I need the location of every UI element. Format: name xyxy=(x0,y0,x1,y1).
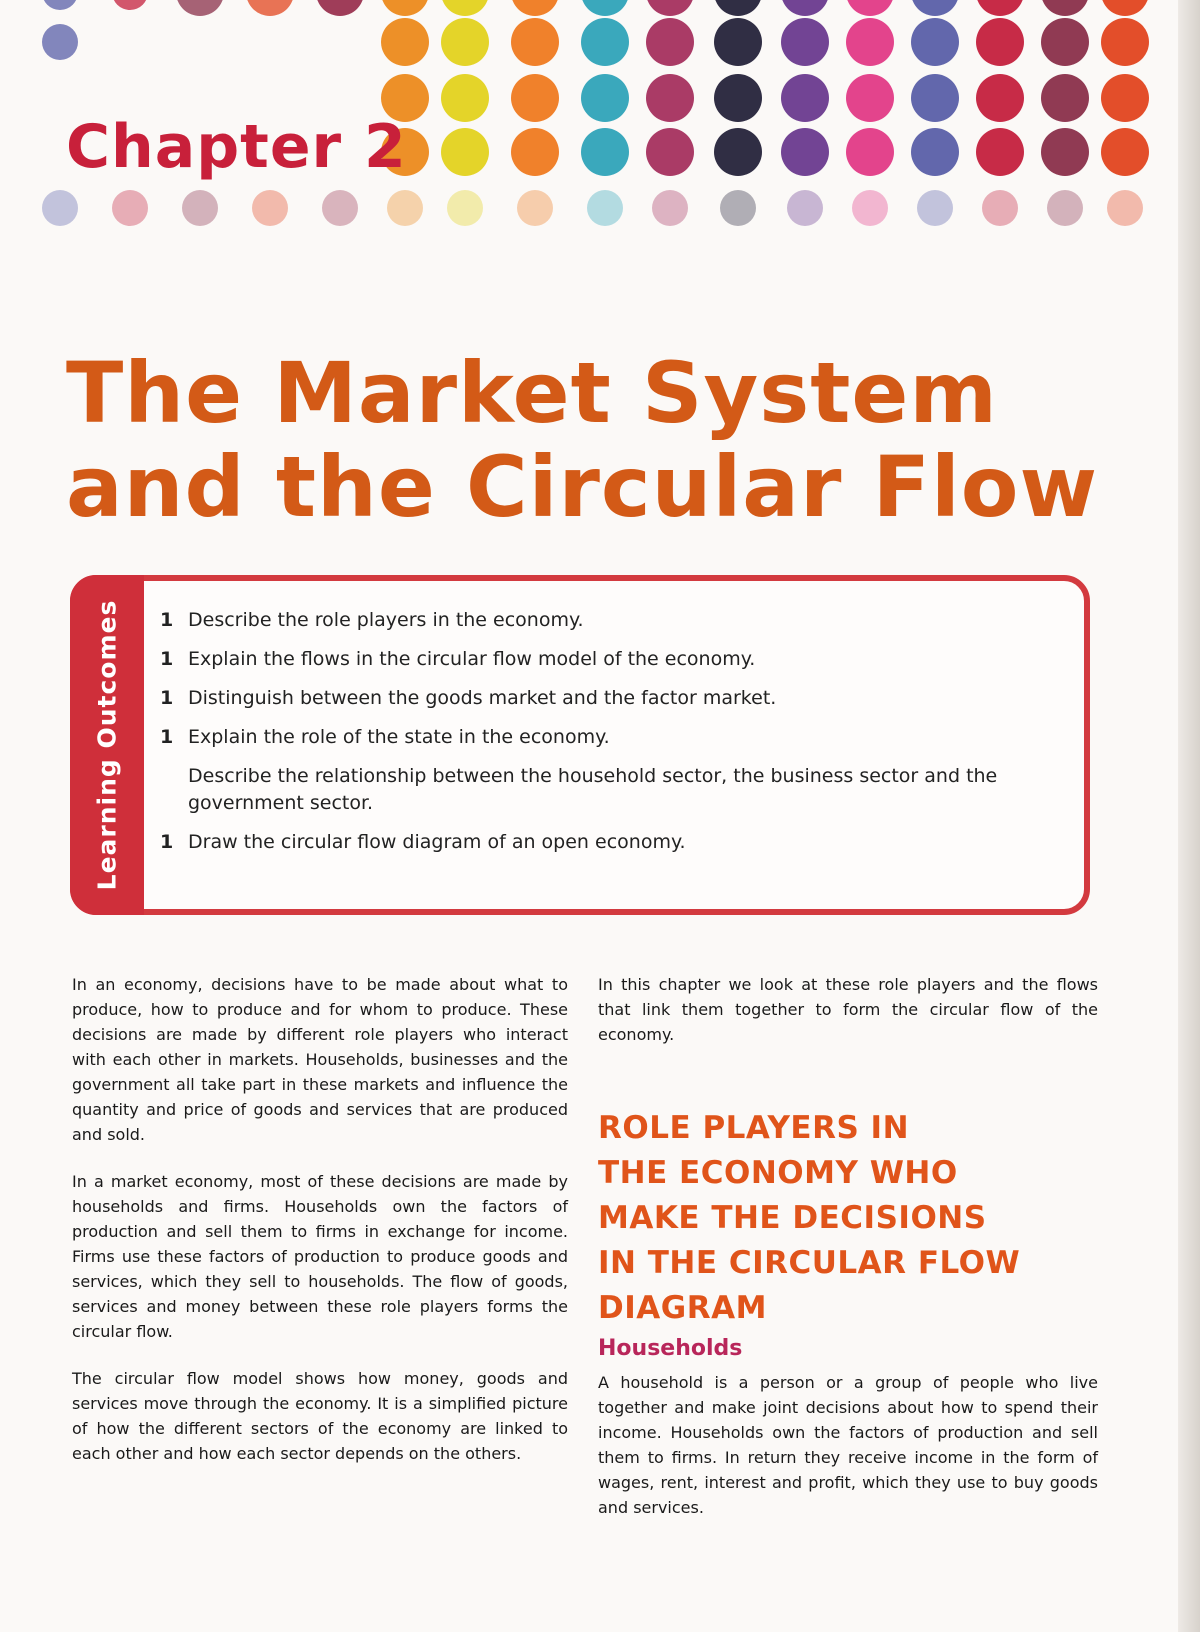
outcome-text: Describe the relationship between the household sector, the business sector and the government sector. xyxy=(188,765,998,814)
banner-dot xyxy=(646,18,694,66)
banner-dot xyxy=(846,74,894,122)
learning-outcome-item xyxy=(160,685,1080,712)
body-paragraph: The circular flow model shows how money, goods and services move through the economy. It is a simplified picture of how the different sectors of the economy are linked to each other and how each sector depends on the others. xyxy=(72,1369,568,1463)
banner-dot xyxy=(917,190,953,226)
banner-dot xyxy=(646,128,694,176)
banner-dot xyxy=(511,18,559,66)
banner-dot xyxy=(720,190,756,226)
body-column-left xyxy=(72,972,568,1488)
outcome-number: 1 xyxy=(160,687,174,709)
body-paragraph: In a market economy, most of these decisions are made by households and firms. Households own the factors of production and sell them to firms in exchange for income. Firms use these factors of production to produce goods and services, which they sell to households. The flow of goods, services and money between these role players forms the circular flow. xyxy=(72,1172,568,1341)
banner-dot xyxy=(581,128,629,176)
banner-dot xyxy=(911,128,959,176)
banner-dot xyxy=(587,190,623,226)
learning-outcome-item xyxy=(160,607,1080,634)
outcome-number: 1 xyxy=(160,609,174,631)
banner-dot xyxy=(441,0,489,16)
section-heading-line: IN THE CIRCULAR FLOW xyxy=(598,1245,1021,1281)
banner-dot xyxy=(1041,0,1089,16)
learning-outcome-item xyxy=(160,646,1080,673)
section-heading-line: MAKE THE DECISIONS xyxy=(598,1200,987,1236)
banner-dot xyxy=(441,128,489,176)
section-heading-line: ROLE PLAYERS IN xyxy=(598,1110,910,1146)
outcome-text: Explain the flows in the circular flow model of the economy. xyxy=(188,648,756,670)
banner-dot xyxy=(441,18,489,66)
banner-dot xyxy=(781,18,829,66)
banner-dot xyxy=(976,128,1024,176)
banner-dot xyxy=(1041,18,1089,66)
banner-dot xyxy=(781,0,829,16)
banner-dot xyxy=(911,18,959,66)
body-column-right-continued xyxy=(598,1370,1098,1542)
learning-outcome-item xyxy=(160,724,1080,751)
banner-dot xyxy=(322,190,358,226)
chapter-title-line-1: The Market System xyxy=(66,344,998,442)
banner-dot xyxy=(846,18,894,66)
banner-dot xyxy=(381,0,429,16)
banner-dot xyxy=(652,190,688,226)
learning-outcomes-box xyxy=(70,575,1090,915)
banner-dot xyxy=(387,190,423,226)
banner-dot xyxy=(976,0,1024,16)
banner-dot xyxy=(1047,190,1083,226)
banner-dot xyxy=(176,0,224,16)
banner-dot xyxy=(982,190,1018,226)
banner-dot xyxy=(1041,74,1089,122)
sub-heading: Households xyxy=(598,1336,743,1361)
banner-dot xyxy=(1101,74,1149,122)
banner-dot xyxy=(714,74,762,122)
banner-dot xyxy=(182,190,218,226)
banner-dot xyxy=(976,18,1024,66)
body-paragraph: In this chapter we look at these role players and the flows that link them together to form the circular flow of the economy. xyxy=(598,975,1098,1044)
banner-dot xyxy=(581,18,629,66)
banner-dot xyxy=(381,18,429,66)
banner-dot xyxy=(846,0,894,16)
banner-dot xyxy=(246,0,294,16)
section-heading-line: THE ECONOMY WHO xyxy=(598,1155,958,1191)
outcome-text: Draw the circular flow diagram of an open economy. xyxy=(188,831,686,853)
banner-dot xyxy=(787,190,823,226)
banner-dot xyxy=(511,128,559,176)
chapter-label: Chapter 2 xyxy=(66,112,407,182)
banner-dot xyxy=(42,190,78,226)
banner-dot xyxy=(714,0,762,16)
outcome-text: Explain the role of the state in the economy. xyxy=(188,726,610,748)
banner-dot xyxy=(1041,128,1089,176)
outcome-number: 1 xyxy=(160,648,174,670)
learning-outcome-item xyxy=(160,763,1080,817)
banner-dot xyxy=(517,190,553,226)
learning-outcomes-list xyxy=(160,607,1080,868)
banner-dot xyxy=(581,0,629,16)
banner-dot xyxy=(316,0,364,16)
body-paragraph: In an economy, decisions have to be made about what to produce, how to produce and for whom to produce. These decisions are made by different role players who interact with each other in markets. Households, businesses and the government all take part in these markets and influence the quantity and price of goods and services that are produced and sold. xyxy=(72,975,568,1144)
banner-dot xyxy=(646,0,694,16)
banner-dot xyxy=(976,74,1024,122)
banner-dot xyxy=(846,128,894,176)
chapter-title xyxy=(66,346,1098,534)
banner-dot xyxy=(42,24,78,60)
outcome-text: Describe the role players in the economy. xyxy=(188,609,584,631)
banner-dot xyxy=(441,74,489,122)
section-heading-line: DIAGRAM xyxy=(598,1290,767,1326)
body-column-right xyxy=(598,972,1098,1069)
banner-dot xyxy=(714,128,762,176)
banner-dot xyxy=(112,190,148,226)
page-edge xyxy=(1178,0,1200,1632)
banner-dot xyxy=(1101,18,1149,66)
learning-outcomes-tab xyxy=(70,575,144,915)
banner-dot xyxy=(646,74,694,122)
banner-dot xyxy=(112,0,148,10)
banner-dot xyxy=(447,190,483,226)
outcome-number: 1 xyxy=(160,726,174,748)
banner-dot xyxy=(1101,0,1149,16)
banner-dot xyxy=(911,74,959,122)
banner-dot xyxy=(1107,190,1143,226)
banner-dot xyxy=(781,74,829,122)
banner-dot xyxy=(852,190,888,226)
banner-dot xyxy=(511,0,559,16)
banner-dot xyxy=(714,18,762,66)
banner-dot xyxy=(911,0,959,16)
banner-dot xyxy=(42,0,78,10)
body-paragraph: A household is a person or a group of people who live together and make joint decisions about how to spend their income. Households own the factors of production and sell them to firms. In return they receive income in the form of wages, rent, interest and profit, which they use to buy goods and services. xyxy=(598,1373,1098,1517)
banner-dot xyxy=(781,128,829,176)
learning-outcomes-label: Learning Outcomes xyxy=(92,599,122,891)
banner-dot xyxy=(1101,128,1149,176)
outcome-number: 1 xyxy=(160,831,174,853)
learning-outcome-item xyxy=(160,829,1080,856)
outcome-text: Distinguish between the goods market and the factor market. xyxy=(188,687,777,709)
section-heading xyxy=(598,1106,1098,1331)
chapter-title-line-2: and the Circular Flow xyxy=(66,438,1099,536)
banner-dot xyxy=(511,74,559,122)
banner-dot xyxy=(581,74,629,122)
banner-dot xyxy=(252,190,288,226)
